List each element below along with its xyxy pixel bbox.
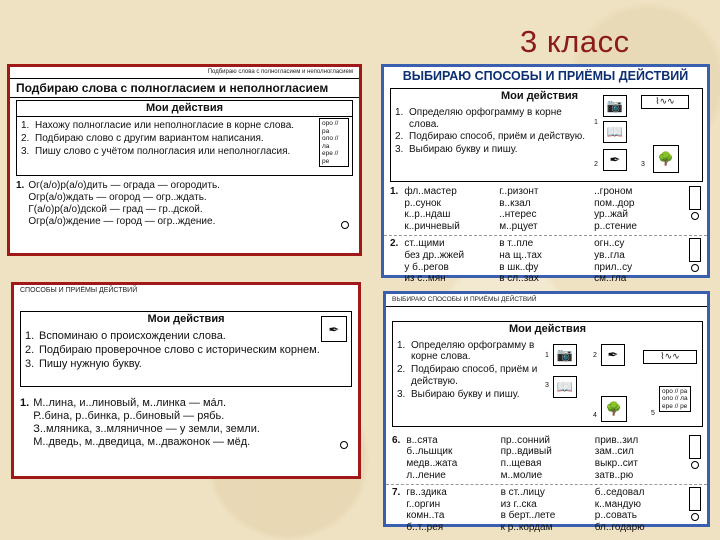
actions-title: Мои действия xyxy=(147,313,225,326)
worksheet-header: ВЫБИРАЮ СПОСОБЫ И ПРИЁМЫ ДЕЙСТВИЙ xyxy=(386,294,707,307)
grade-title: 3 класс xyxy=(520,24,630,59)
history-scroll-icon: ✒ xyxy=(321,316,347,342)
actions-title: Мои действия xyxy=(17,101,352,117)
camera-icon: 📷 xyxy=(553,344,577,366)
exercise-line: М..лина, и..линовый, м..линка — мáл. xyxy=(33,397,227,410)
word-column: гв..здика г..оргин комн..та б..т..рея xyxy=(406,486,447,534)
actions-box xyxy=(390,88,703,182)
actions-title: Мои действия xyxy=(501,89,579,102)
word-column: в ст..лицу из г..ска в берт..лете к р..кордам xyxy=(500,486,556,534)
word-column: пр..сонний пр..вдивый п..щевая м..молие xyxy=(500,434,552,482)
exercise-2: 2. ст..щими без др..жжей у б..регов из с..мян в т..пле на щ..тах в шк..фу в сл..зах огн..су ув..гла прил..су см..гла xyxy=(384,235,707,287)
step-item: 1. Определяю орфограмму в корне слова. xyxy=(397,339,535,363)
answer-slot[interactable] xyxy=(689,487,701,511)
exercise-line: Ог(а/о)р(а/о)дить — ограда — огородить. xyxy=(28,180,220,192)
worksheet-choose-methods-a xyxy=(381,64,710,285)
check-circle[interactable] xyxy=(691,513,699,521)
word-column: огн..су ув..гла прил..су см..гла xyxy=(594,237,633,285)
answer-slot[interactable] xyxy=(689,238,701,262)
icon-number: 3 xyxy=(641,160,645,168)
actions-title: Мои действия xyxy=(508,322,586,335)
check-circle[interactable] xyxy=(691,264,699,272)
worksheet-header: СПОСОБЫ И ПРИЁМЫ ДЕЙСТВИЙ xyxy=(20,287,138,294)
step-item: 2. Подбираю проверочное слово с историческим корнем. xyxy=(25,344,320,357)
actions-box xyxy=(16,100,353,176)
exercise-1: 1. фл..мастер р..сунок к..р..ндаш к..ричневый г..ризонт в..кзал ..нтерес м..рцует ..гроном пом..дор ур..жай р..стение xyxy=(384,184,707,235)
word-column: в..сята б..льшцик медв..жата л..ление xyxy=(406,434,458,482)
check-circle[interactable] xyxy=(341,221,349,229)
word-column: в т..пле на щ..тах в шк..фу в сл..зах xyxy=(499,237,542,285)
word-column: ст..щими без др..жжей у б..регов из с..мян xyxy=(404,237,465,285)
stress-wave-icon: ⌇∿∿ xyxy=(643,350,697,364)
exercise-line: З..мляника, з..мляничное — у земли, земли. xyxy=(33,423,260,436)
history-scroll-icon: ✒ xyxy=(601,344,625,366)
answer-slot[interactable] xyxy=(689,186,701,210)
icon-number: 5 xyxy=(651,409,655,417)
worksheet-title: Подбираю слова с полногласием и неполногласием xyxy=(10,79,359,98)
vowel-combo-card: оро // ра оло // ла ере // ре xyxy=(659,386,691,412)
exercise-1: 1. Ог(а/о)р(а/о)дить — ограда — огородить. Огр(а/о)ждать — огород — огр..ждать. Г(а/о)р(а/о)дской — град — гр..дской. Огр(а/о)ждение — город — огр..ждение. xyxy=(10,178,359,229)
icon-number: 1 xyxy=(545,351,549,359)
actions-box xyxy=(392,321,703,427)
icon-number: 2 xyxy=(593,351,597,359)
worksheet-choose-methods-b xyxy=(383,291,710,534)
step-item: 1. Вспоминаю о происхождении слова. xyxy=(25,330,226,343)
word-column: фл..мастер р..сунок к..р..ндаш к..ричневый xyxy=(404,185,460,233)
exercise-6: 6. в..сята б..льшцик медв..жата л..ление пр..сонний пр..вдивый п..щевая м..молие прив..зил зам..сил выкр..сит затв..рю xyxy=(386,433,707,484)
icon-number: 2 xyxy=(594,160,598,168)
history-scroll-icon: ✒ xyxy=(603,149,627,171)
stress-wave-icon: ⌇∿∿ xyxy=(641,95,689,109)
worksheet-title: ВЫБИРАЮ СПОСОБЫ И ПРИЁМЫ ДЕЙСТВИЙ xyxy=(402,69,689,83)
word-column: г..ризонт в..кзал ..нтерес м..рцует xyxy=(499,185,539,233)
worksheet-header: Подбираю слова с полногласием и неполногласием xyxy=(10,67,359,79)
answer-slot[interactable] xyxy=(689,435,701,459)
camera-icon: 📷 xyxy=(603,95,627,117)
book-icon: 📖 xyxy=(553,376,577,398)
step-item: 1. Нахожу полногласие или неполногласие в корне слова. xyxy=(21,120,295,132)
check-circle[interactable] xyxy=(691,461,699,469)
step-item: 3. Пишу нужную букву. xyxy=(25,358,142,371)
exercise-7: 7. гв..здика г..оргин комн..та б..т..рея в ст..лицу из г..ска в берт..лете к р..кордам б..седовал к..мандую р..совать бл..годарю xyxy=(386,484,707,536)
exercise-line: М..дведь, м..дведица, м..дважонок — мёд. xyxy=(33,436,251,449)
word-column: прив..зил зам..сил выкр..сит затв..рю xyxy=(594,434,639,482)
step-item: 2. Подбираю слово с другим вариантом написания. xyxy=(21,133,264,144)
exercise-line: Огр(а/о)ждать — огород — огр..ждать. xyxy=(28,192,207,204)
book-icon: 📖 xyxy=(603,121,627,143)
exercise-line: Г(а/о)р(а/о)дской — град — гр..дской. xyxy=(28,203,203,215)
step-item: 3. Выбираю букву и пишу. xyxy=(397,388,520,400)
word-column: ..гроном пом..дор ур..жай р..стение xyxy=(594,185,637,233)
step-item: 1. Определяю орфограмму в корне слова. xyxy=(395,106,562,130)
tree-icon: 🌳 xyxy=(601,396,627,422)
exercise-line: Огр(а/о)ждение — город — огр..ждение. xyxy=(28,215,216,227)
worksheet-polnoglasie xyxy=(7,64,362,256)
step-item: 3. Пишу слово с учётом полногласия или неполногласия. xyxy=(21,145,291,157)
step-item: 2. Подбираю способ, приём и действую. xyxy=(397,364,538,388)
word-column: б..седовал к..мандую р..совать бл..годарю xyxy=(594,486,645,534)
icon-number: 1 xyxy=(594,118,598,126)
exercise-1: 1. М..лина, и..линовый, м..линка — мáл. Р..бина, р..бинка, р..биновый — рябь. З..мляника, з..мляничное — у земли, земли. М..дведь, м..дведица, м..дважонок — мёд. xyxy=(14,395,358,451)
step-item: 2. Подбираю способ, приём и действую. xyxy=(395,131,586,143)
exercise-line: Р..бина, р..бинка, р..биновый — рябь. xyxy=(33,410,225,423)
actions-box xyxy=(20,311,352,387)
worksheet-history xyxy=(11,282,361,479)
icon-number: 3 xyxy=(545,381,549,389)
tree-icon: 🌳 xyxy=(653,145,679,173)
check-circle[interactable] xyxy=(691,212,699,220)
icon-number: 4 xyxy=(593,411,597,419)
step-item: 3. Выбираю букву и пишу. xyxy=(395,144,518,156)
vowel-combo-card: оро // ра оло // ла ере // ре xyxy=(319,118,349,167)
